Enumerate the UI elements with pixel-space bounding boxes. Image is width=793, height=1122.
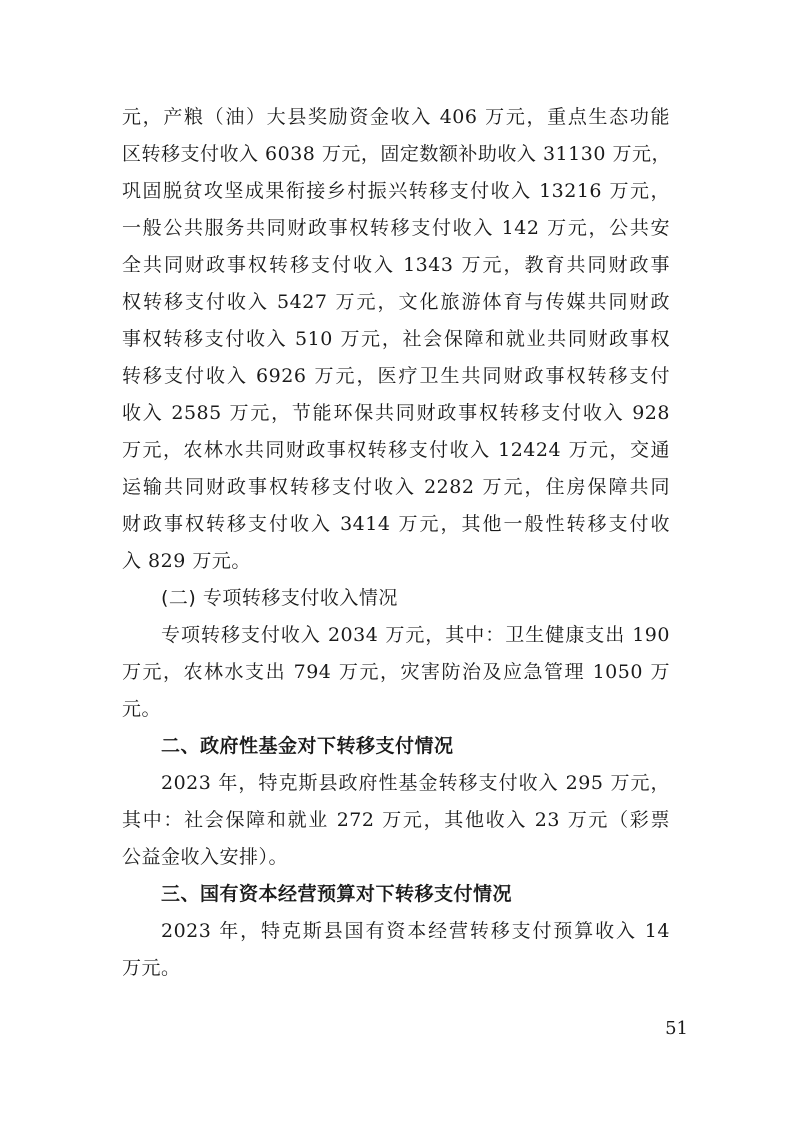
text-line: 转移支付收入 6926 万元，医疗卫生共同财政事权转移支付: [122, 365, 670, 387]
text-line: 入 829 万元。: [122, 550, 251, 572]
subsection-heading: (二) 专项转移支付收入情况: [161, 587, 398, 609]
text-line: 万元。: [122, 957, 181, 979]
text-line: 专项转移支付收入 2034 万元，其中：卫生健康支出 190: [161, 624, 670, 646]
text-line: 公益金收入安排）。: [122, 846, 289, 868]
text-line: 事权转移支付收入 510 万元，社会保障和就业共同财政事权: [122, 328, 670, 350]
text-line: 财政事权转移支付收入 3414 万元，其他一般性转移支付收: [122, 513, 670, 535]
text-line: 权转移支付收入 5427 万元，文化旅游体育与传媒共同财政: [122, 291, 670, 313]
text-line: 万元，农林水共同财政事权转移支付收入 12424 万元，交通: [122, 439, 670, 461]
text-line: 元。: [122, 698, 162, 720]
text-line: 运输共同财政事权转移支付收入 2282 万元，住房保障共同: [122, 476, 670, 498]
text-line: 全共同财政事权转移支付收入 1343 万元，教育共同财政事: [122, 254, 670, 276]
text-line: 元，产粮（油）大县奖励资金收入 406 万元，重点生态功能: [122, 106, 670, 128]
section-heading: 三、国有资本经营预算对下转移支付情况: [161, 883, 513, 905]
text-line: 区转移支付收入 6038 万元，固定数额补助收入 31130 万元，: [122, 143, 671, 165]
text-line: 2023 年，特克斯县政府性基金转移支付收入 295 万元，: [161, 772, 670, 794]
text-line: 巩固脱贫攻坚成果衔接乡村振兴转移支付收入 13216 万元，: [122, 180, 670, 202]
text-line: 2023 年，特克斯县国有资本经营转移支付预算收入 14: [161, 920, 670, 942]
section-heading: 二、政府性基金对下转移支付情况: [161, 735, 454, 757]
text-line: 收入 2585 万元，节能环保共同财政事权转移支付收入 928: [122, 402, 670, 424]
text-line: 一般公共服务共同财政事权转移支付收入 142 万元，公共安: [122, 217, 670, 239]
page-number: 51: [665, 1018, 688, 1039]
text-line: 其中：社会保障和就业 272 万元，其他收入 23 万元（彩票: [122, 809, 670, 831]
text-line: 万元，农林水支出 794 万元，灾害防治及应急管理 1050 万: [122, 661, 670, 683]
